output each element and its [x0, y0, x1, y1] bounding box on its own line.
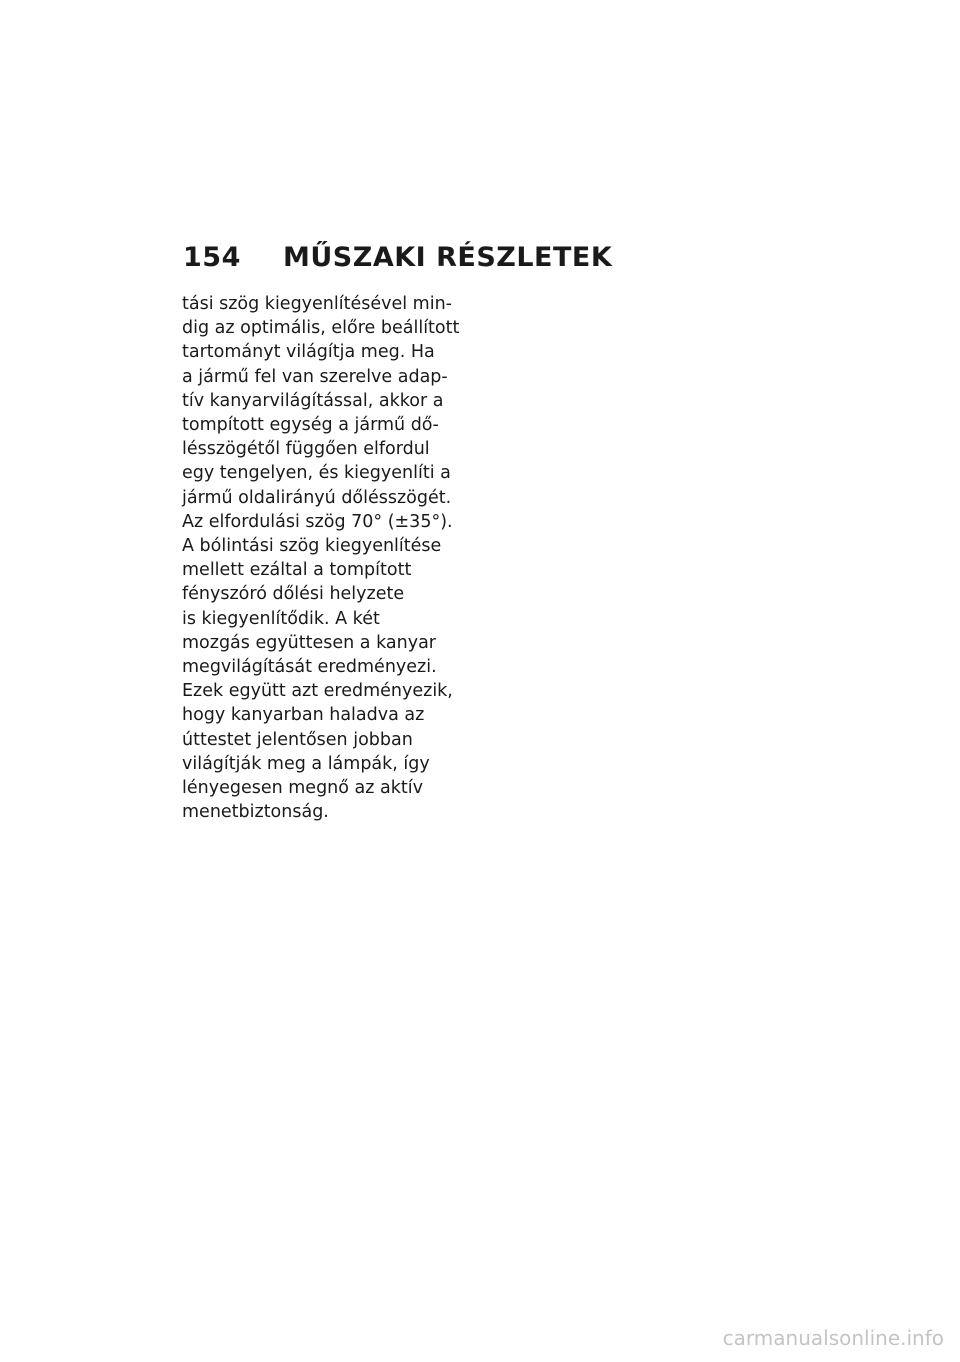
- page-header: [183, 242, 612, 273]
- text-line: Ezek együtt azt eredményezik,: [182, 681, 453, 702]
- page-number: 154: [183, 242, 241, 273]
- text-line: úttestet jelentősen jobban: [182, 729, 413, 750]
- text-line: lésszögétől függően elfordul: [182, 439, 430, 460]
- text-line: Az elfordulási szög 70° (±35°).: [182, 511, 453, 532]
- text-line: tompított egység a jármű dő-: [182, 415, 439, 436]
- text-line: a jármű fel van szerelve adap-: [182, 366, 448, 387]
- section-title: MŰSZAKI RÉSZLETEK: [283, 242, 613, 273]
- watermark-link[interactable]: carmanualsonline.info: [722, 1326, 944, 1350]
- text-line: mozgás együttesen a kanyar: [182, 632, 437, 653]
- text-line: menetbiztonság.: [182, 802, 329, 823]
- text-line: fényszóró dőlési helyzete: [182, 584, 405, 605]
- text-line: világítják meg a lámpák, így: [182, 753, 430, 774]
- text-line: A bólintási szög kiegyenlítése: [182, 536, 442, 557]
- text-line: tív kanyarvilágítással, akkor a: [182, 390, 444, 411]
- text-line: mellett ezáltal a tompított: [182, 560, 412, 581]
- text-line: lényegesen megnő az aktív: [182, 778, 423, 799]
- text-line: megvilágítását eredményezi.: [182, 657, 437, 678]
- text-line: jármű oldalirányú dőlésszögét.: [182, 487, 452, 508]
- text-line: tartományt világítja meg. Ha: [182, 342, 435, 363]
- text-line: is kiegyenlítődik. A két: [182, 608, 380, 629]
- text-line: tási szög kiegyenlítésével min-: [182, 294, 452, 314]
- body-paragraph: [182, 292, 472, 824]
- text-line: egy tengelyen, és kiegyenlíti a: [182, 463, 451, 484]
- text-line: dig az optimális, előre beállított: [182, 318, 460, 339]
- text-line: hogy kanyarban haladva az: [182, 705, 425, 726]
